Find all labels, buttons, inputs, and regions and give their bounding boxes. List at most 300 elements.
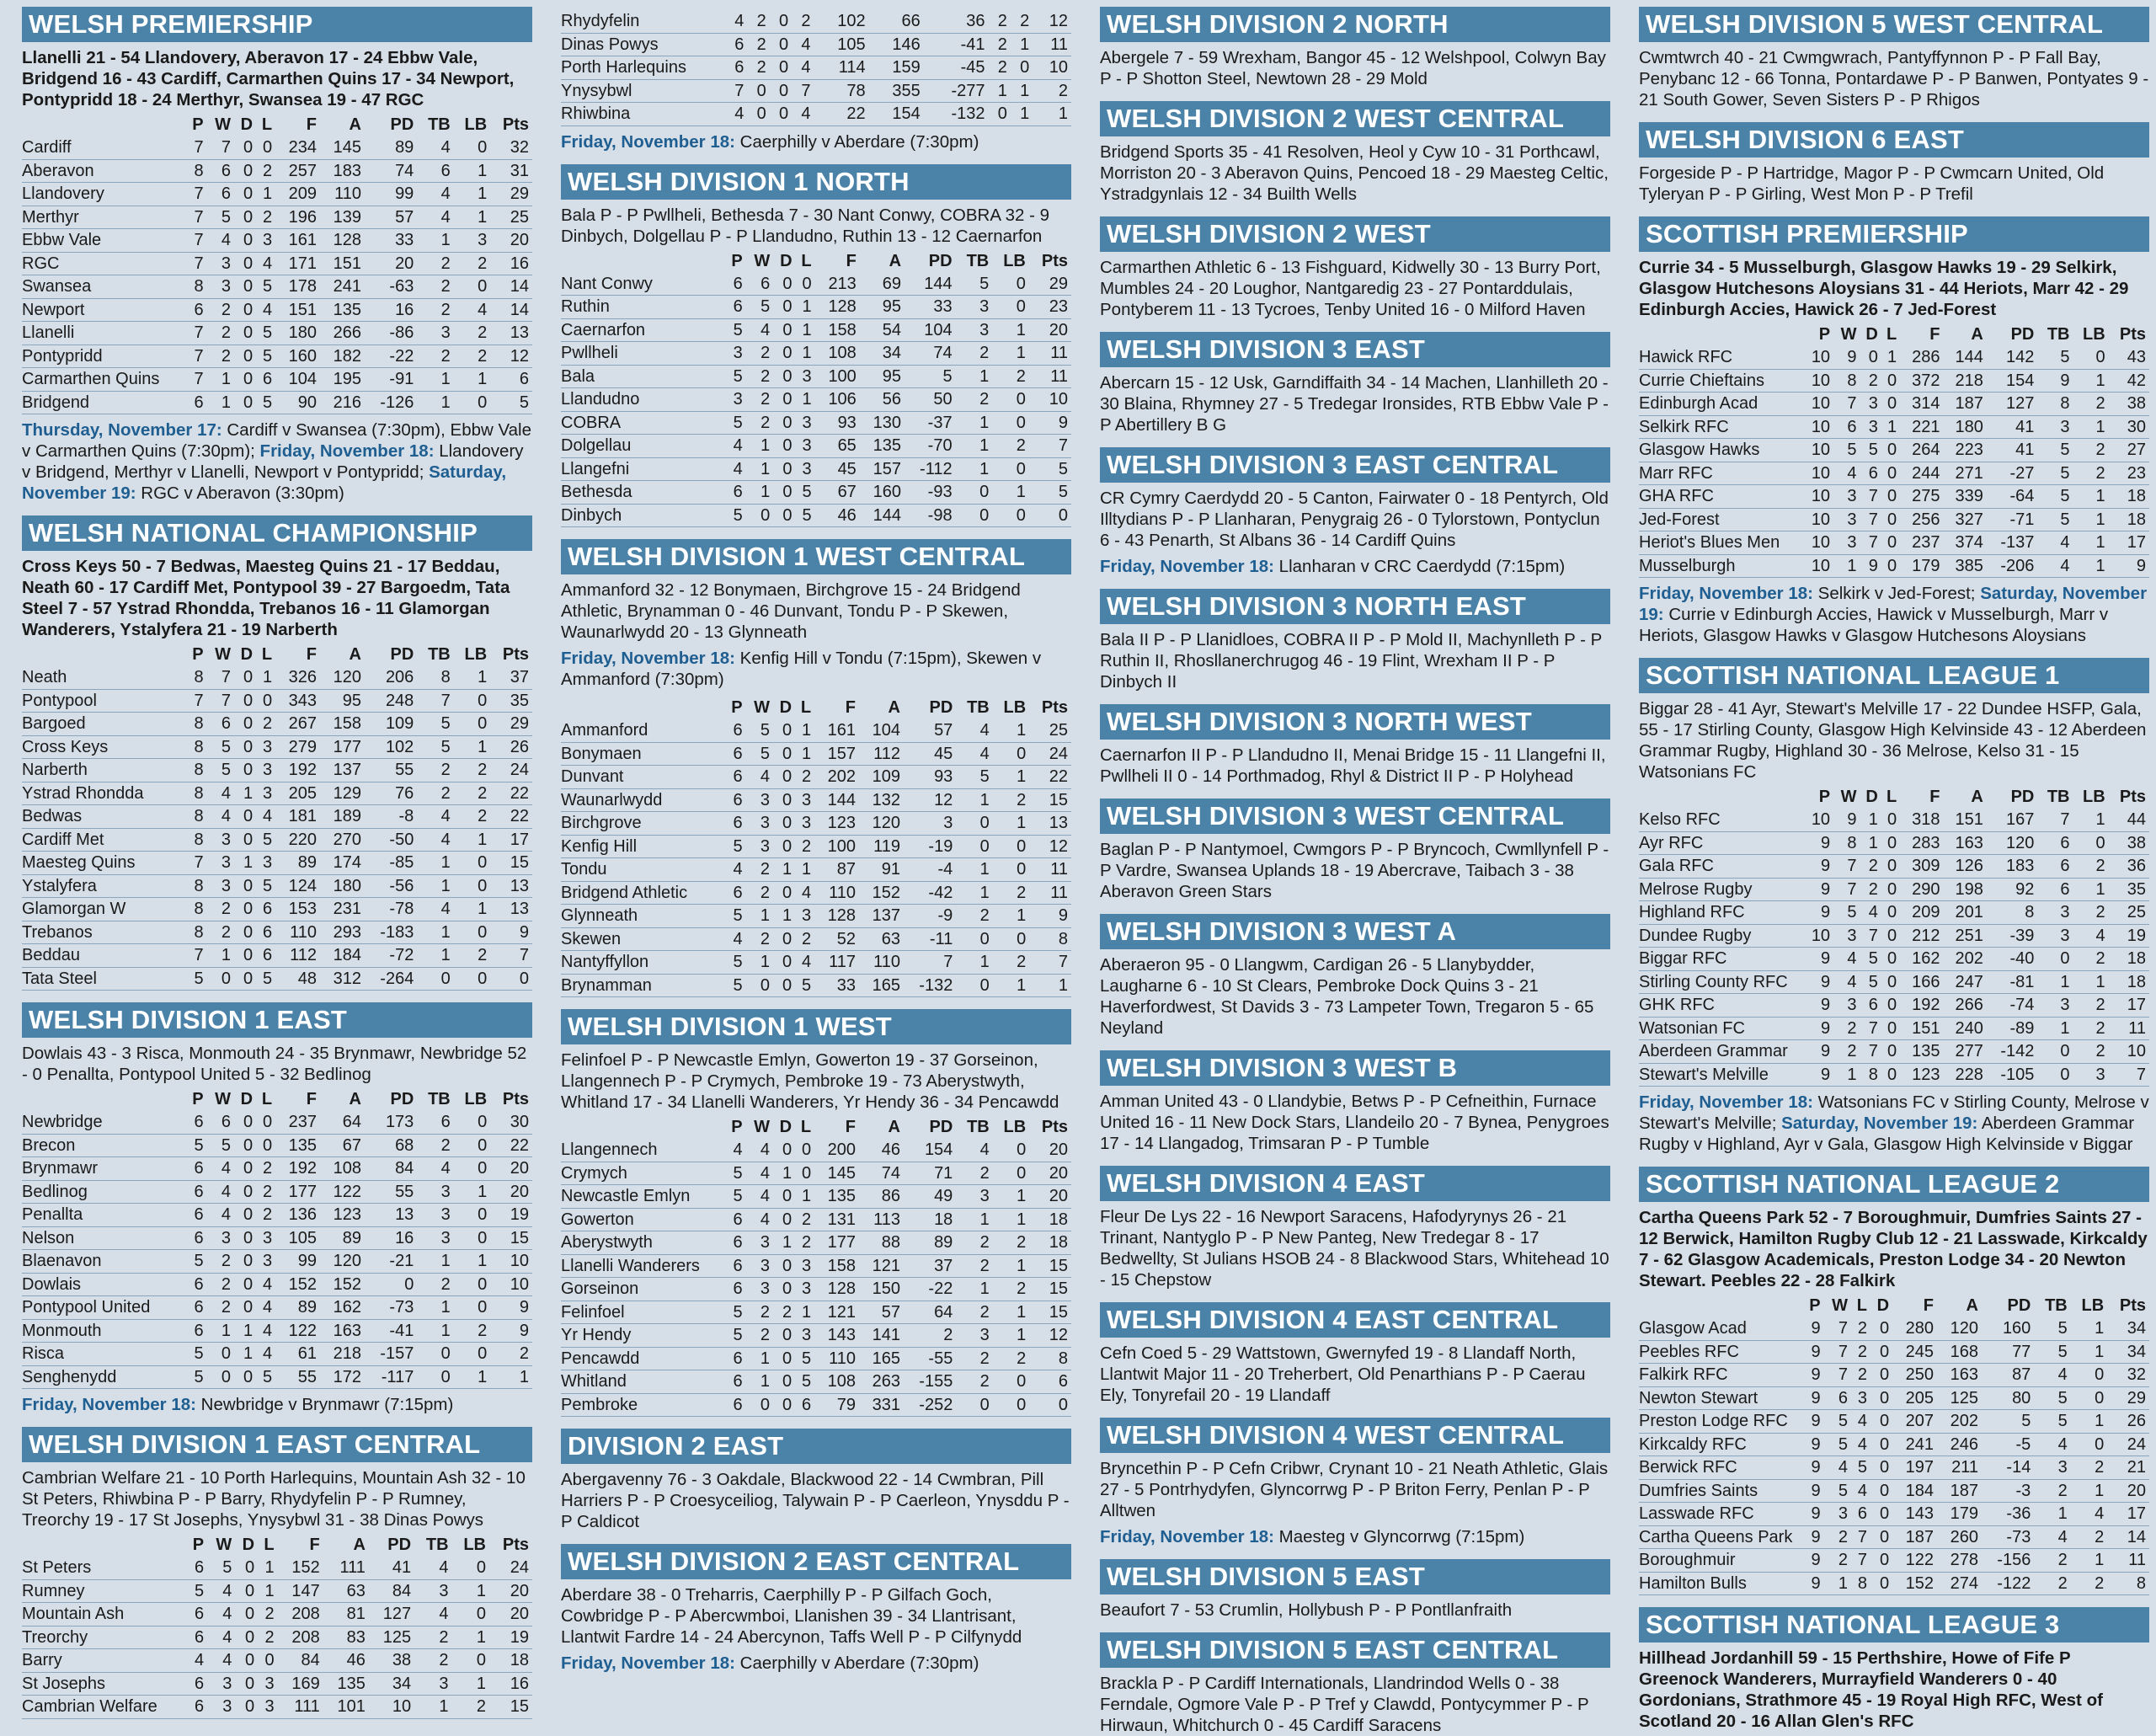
stat-cell: 8 <box>186 874 207 898</box>
stat-cell: 1 <box>795 858 814 882</box>
stat-cell: 3 <box>454 229 490 253</box>
col-header: Pts <box>1041 251 1068 270</box>
stat-cell: 10 <box>1803 415 1833 439</box>
stat-cell: 2 <box>1851 1317 1870 1340</box>
stat-cell: 0 <box>1881 809 1900 831</box>
stat-cell: 1 <box>454 828 490 852</box>
stat-cell: 7 <box>186 944 207 968</box>
stat-cell: 109 <box>859 766 904 789</box>
stat-cell: 1 <box>2073 878 2109 901</box>
stat-cell: 241 <box>320 275 365 299</box>
team-name: Bedlinog <box>22 1180 186 1204</box>
stat-cell: 0 <box>773 365 795 388</box>
results-text: Carmarthen Athletic 6 - 13 Fishguard, Kidwelly 30 - 13 Burry Port, Mumbles 24 - 20 Loughor, Nantgaredig 23 - 27 Pontarddulais, Pontyberem 11 - 13 Tycroes, Tenby United 16 - 0 Milford Haven <box>1100 258 1601 319</box>
results-text: Llanelli 21 - 54 Llandovery, Aberavon 17 - 24 Ebbw Vale, Bridgend 16 - 43 Cardiff, Carmarthen Quins 17 - 34 Newport, Pontypridd 18 - 24 Merthyr, Swansea 19 - 47 RGC <box>22 48 515 110</box>
stat-cell: 27 <box>2109 439 2149 462</box>
team-name: Pwllheli <box>561 342 725 366</box>
stat-cell: -36 <box>1982 1503 2034 1526</box>
stat-cell: 0 <box>256 1111 275 1134</box>
stat-cell: 197 <box>1892 1456 1937 1480</box>
stat-cell: 5 <box>2037 485 2073 509</box>
stat-cell: 1 <box>993 905 1029 928</box>
stat-cell: 1 <box>414 1696 451 1719</box>
team-name: Gala RFC <box>1639 855 1803 879</box>
stat-cell: 146 <box>869 33 924 56</box>
col-header: P <box>192 645 204 664</box>
stat-cell: 10 <box>1803 462 1833 485</box>
team-name: Dumfries Saints <box>1639 1479 1803 1503</box>
results-text: Cefn Coed 5 - 29 Wattstown, Gwernyfed 19 - 8 Llandaff North, Llantwit Major 11 - 20 Treherbert, Old Penarthians P - P Caerau Ely, Tonyrefail 20 - 19 Llandaff <box>1100 1343 1586 1405</box>
stat-cell: -37 <box>905 411 956 435</box>
col-header: Pts <box>2119 1296 2146 1315</box>
stat-cell: 2 <box>1033 79 1071 103</box>
stat-cell: 120 <box>320 1250 365 1274</box>
stat-cell: 6 <box>186 1696 207 1719</box>
stat-cell: 8 <box>1029 927 1071 951</box>
table-row <box>561 103 1071 126</box>
stat-cell: 2 <box>992 435 1029 458</box>
stat-cell: 0 <box>993 1393 1029 1417</box>
stat-cell: 7 <box>186 136 207 159</box>
stat-cell: 1 <box>993 1301 1029 1324</box>
stat-cell: -63 <box>365 275 417 299</box>
col-header: PD <box>390 1090 414 1108</box>
stat-cell: 100 <box>814 835 859 858</box>
stat-cell: 0 <box>235 1672 258 1696</box>
stat-cell: 6 <box>186 1557 207 1579</box>
team-name: Kirkcaldy RFC <box>1639 1433 1803 1456</box>
stat-cell: 1 <box>992 318 1029 342</box>
team-name: Rhiwbina <box>561 103 725 126</box>
stat-cell: 4 <box>256 1343 275 1366</box>
section-welsh-division-2-west-central <box>1100 101 1610 205</box>
team-name: Trebanos <box>22 921 186 944</box>
stat-cell: 56 <box>860 388 905 412</box>
stat-cell: 177 <box>814 1231 859 1255</box>
stat-cell: 200 <box>814 1139 859 1162</box>
stat-cell: 3 <box>2037 901 2073 925</box>
team-name: Beddau <box>22 944 186 968</box>
stat-cell: 5 <box>2037 462 2073 485</box>
fixtures-text <box>22 1394 532 1415</box>
stat-cell: 63 <box>323 1579 369 1603</box>
stat-cell: 5 <box>1833 901 1860 925</box>
results-text: Felinfoel P - P Newcastle Emlyn, Gowerton 19 - 37 Gorseinon, Llangennech P - P Crymych, Pembroke 19 - 73 Aberystwyth, Whitland 17 - 34 Llanelli Wanderers, Yr Hendy 36 - 34 Pencawdd <box>561 1050 1059 1112</box>
stat-cell: 147 <box>278 1579 323 1603</box>
results-text: Caernarfon II P - P Llandudno II, Menai Bridge 15 - 11 Llangefni II, Pwllheli II 0 - 14 Porthmadog, Rhyl & District II P - P Holyhead <box>1100 745 1606 786</box>
stat-cell: 6 <box>1029 1370 1071 1394</box>
stat-cell: 2 <box>256 1204 275 1227</box>
stat-cell: -22 <box>365 345 417 368</box>
team-name: Rumney <box>22 1579 186 1603</box>
stat-cell: 2 <box>988 33 1010 56</box>
stat-cell: 16 <box>365 298 417 322</box>
table-row <box>1639 994 2149 1018</box>
stat-cell: 9 <box>1803 1040 1833 1064</box>
stat-cell: 0 <box>207 1365 234 1389</box>
stat-cell: 3 <box>2037 994 2073 1018</box>
col-header: D <box>242 1536 255 1554</box>
team-name: Stewart's Melville <box>1639 1063 1803 1087</box>
league-table <box>22 1088 532 1389</box>
stat-cell: 9 <box>1803 1456 1824 1480</box>
stat-cell: 0 <box>235 1696 258 1719</box>
team-name: Llandovery <box>22 183 186 206</box>
table-row <box>22 183 532 206</box>
table-row <box>561 858 1071 882</box>
col-header: Pts <box>502 115 529 134</box>
stat-cell: 5 <box>2034 1386 2070 1410</box>
stat-cell: 0 <box>234 183 256 206</box>
stat-cell: 110 <box>275 921 320 944</box>
stat-cell: 154 <box>869 103 924 126</box>
stat-cell: 4 <box>956 719 992 742</box>
stat-cell: 0 <box>773 296 795 319</box>
stat-cell: 0 <box>992 273 1029 296</box>
stat-cell: 0 <box>956 481 993 505</box>
team-name: Dowlais <box>22 1273 186 1296</box>
stat-cell: 20 <box>489 1579 532 1603</box>
stat-cell: 5 <box>725 835 746 858</box>
table-row <box>22 689 532 713</box>
stat-cell: -19 <box>904 835 956 858</box>
stat-cell: 1 <box>234 782 256 805</box>
stat-cell: 0 <box>234 322 256 345</box>
stat-cell: 7 <box>1851 1549 1870 1573</box>
results-text: Aberdare 38 - 0 Treharris, Caerphilly P - P Gilfach Goch, Cowbridge P - P Abercwmboi, Llanishen 39 - 34 Llantrisant, Llantwit Fardre 14 - 24 Abercynon, Taffs Well P - P Cilfynydd <box>561 1585 1022 1647</box>
stat-cell: 5 <box>186 1365 207 1389</box>
stat-cell: -56 <box>365 874 417 898</box>
col-header: TB <box>425 1536 449 1554</box>
table-row <box>561 1347 1071 1370</box>
table-row <box>561 273 1071 296</box>
team-name: Hawick RFC <box>1639 346 1803 369</box>
stat-cell: 2 <box>2073 855 2109 879</box>
stat-cell: 7 <box>725 79 747 103</box>
stat-cell: 6 <box>725 742 746 766</box>
stat-cell: 3 <box>795 788 814 812</box>
stat-cell: 1 <box>452 1626 489 1649</box>
team-name: Newcastle Emlyn <box>561 1185 725 1209</box>
stat-cell: 9 <box>1803 1063 1833 1087</box>
stat-cell: 0 <box>454 874 490 898</box>
stat-cell: 6 <box>256 921 275 944</box>
stat-cell: 128 <box>815 296 860 319</box>
stat-cell: 2 <box>2073 1017 2109 1040</box>
stat-cell: 9 <box>1803 1317 1824 1340</box>
stat-cell: 32 <box>490 136 532 159</box>
stat-cell: 293 <box>320 921 365 944</box>
stat-cell: 4 <box>256 252 275 275</box>
stat-cell: 1 <box>2073 554 2109 578</box>
stat-cell: 2 <box>454 782 490 805</box>
stat-cell: 260 <box>1937 1525 1982 1549</box>
stat-cell: 8 <box>186 713 207 736</box>
section-header: SCOTTISH NATIONAL LEAGUE 3 <box>1639 1607 2149 1643</box>
stat-cell: 247 <box>1944 970 1987 994</box>
team-name: Brecon <box>22 1134 186 1157</box>
stat-cell: 144 <box>860 504 905 527</box>
team-name: Gowerton <box>561 1208 725 1231</box>
stat-cell: 5 <box>1824 1433 1851 1456</box>
stat-cell: 95 <box>860 365 905 388</box>
stat-cell: 2 <box>2034 1479 2070 1503</box>
stat-cell: 4 <box>725 435 746 458</box>
stat-cell: 223 <box>1944 439 1987 462</box>
stat-cell: 4 <box>1833 970 1860 994</box>
stat-cell: 89 <box>904 1231 956 1255</box>
stat-cell: 0 <box>234 1204 256 1227</box>
stat-cell: 1 <box>417 1250 453 1274</box>
team-header <box>22 1534 186 1557</box>
stat-cell: 4 <box>207 229 234 253</box>
stat-cell: 9 <box>1803 1572 1824 1595</box>
col-header: F <box>309 1536 320 1554</box>
col-header: TB <box>2045 1296 2068 1315</box>
stat-cell: 5 <box>490 391 532 414</box>
col-header: L <box>264 1536 275 1554</box>
stat-cell: 2 <box>452 1696 489 1719</box>
stat-cell: 0 <box>993 1370 1029 1394</box>
stat-cell: 117 <box>814 951 859 975</box>
fixture-text: Kenfig Hill v Tondu (7:15pm), Skewen v Ammanford (7:30pm) <box>561 649 1042 689</box>
section-header: WELSH PREMIERSHIP <box>22 7 532 42</box>
stat-cell: 11 <box>2109 1017 2149 1040</box>
stat-cell: 0 <box>454 1157 490 1181</box>
stat-cell: 5 <box>417 735 453 759</box>
stat-cell: 7 <box>186 689 207 713</box>
stat-cell: 6 <box>417 159 453 183</box>
team-name: Dinbych <box>561 504 725 527</box>
stat-cell: 275 <box>1900 485 1943 509</box>
stat-cell: 4 <box>256 298 275 322</box>
stat-cell: 29 <box>490 713 532 736</box>
stat-cell: 2 <box>454 944 490 968</box>
stat-cell: 5 <box>2034 1410 2070 1434</box>
stat-cell: 0 <box>1870 1364 1892 1387</box>
stat-cell: 15 <box>489 1696 532 1719</box>
stat-cell: 2 <box>956 1347 992 1370</box>
fixture-text: Selkirk v Jed-Forest; <box>1812 584 1981 603</box>
section-division-2-east <box>561 1429 1071 1532</box>
results-text: Bryncethin P - P Cefn Cribwr, Crynant 10 - 21 Neath Athletic, Glais 27 - 5 Pontrhydyfen, Glyncorrwg P - P Briton Ferry, Penlan P - P Alltwen <box>1100 1459 1609 1520</box>
stat-cell: 0 <box>773 504 795 527</box>
stat-cell: 0 <box>1870 1410 1892 1434</box>
fixtures-text <box>1100 556 1610 577</box>
stat-cell: 3 <box>2037 415 2073 439</box>
stat-cell: 4 <box>2071 1503 2107 1526</box>
fixture-day: Friday, November 18: <box>561 1653 735 1673</box>
section-welsh-division-1-west-central <box>561 539 1071 997</box>
col-header: W <box>754 1118 770 1136</box>
stat-cell: 1 <box>207 1319 234 1343</box>
table-row <box>561 1254 1071 1278</box>
stat-cell: 8 <box>1029 1347 1071 1370</box>
stat-cell: 6 <box>725 1370 746 1394</box>
stat-cell: 1 <box>956 435 993 458</box>
table-row <box>1639 1433 2149 1456</box>
stat-cell: 2 <box>2073 948 2109 971</box>
stat-cell: 1 <box>2071 1410 2107 1434</box>
stat-cell: 55 <box>365 1180 417 1204</box>
col-header: D <box>240 115 253 134</box>
stat-cell: 15 <box>490 1226 532 1250</box>
stat-cell: 108 <box>320 1157 365 1181</box>
stat-cell: -112 <box>905 457 956 481</box>
stat-cell: 1 <box>1011 103 1033 126</box>
stat-cell: 12 <box>1029 835 1071 858</box>
stat-cell: 144 <box>905 273 956 296</box>
stat-cell: 2 <box>993 1347 1029 1370</box>
team-name: Currie Chieftains <box>1639 369 1803 393</box>
stat-cell: 6 <box>725 1278 746 1301</box>
stat-cell: 2 <box>746 881 773 905</box>
stat-cell: 15 <box>1029 1278 1071 1301</box>
results-text: Forgeside P - P Hartridge, Magor P - P Cwmcarn United, Old Tyleryan P - P Girling, West Mon P - P Trefil <box>1639 163 2105 204</box>
stat-cell: 77 <box>1982 1340 2034 1364</box>
results-text: Brackla P - P Cardiff Internationals, Llandrindod Wells 0 - 38 Ferndale, Ogmore Vale P - P Tref y Clawdd, Pontycymmer P - P Hirwaun, Whitchurch 0 - 45 Cardiff Saracens <box>1100 1674 1589 1735</box>
table-row <box>1639 1479 2149 1503</box>
table-row <box>1639 554 2149 578</box>
stat-cell: 192 <box>275 1157 320 1181</box>
section-header: WELSH NATIONAL CHAMPIONSHIP <box>22 515 532 551</box>
stat-cell: 64 <box>904 1301 956 1324</box>
col-header: L <box>261 645 273 664</box>
stat-cell: 1 <box>956 858 992 882</box>
stat-cell: 18 <box>904 1208 956 1231</box>
stat-cell: 277 <box>1944 1040 1987 1064</box>
stat-cell: 23 <box>2109 462 2149 485</box>
table-row <box>561 905 1071 928</box>
stat-cell: 1 <box>454 206 490 229</box>
stat-cell: 1 <box>417 1319 453 1343</box>
section-header: WELSH DIVISION 4 EAST CENTRAL <box>1100 1302 1610 1338</box>
stat-cell: -42 <box>904 881 956 905</box>
stat-cell: 1 <box>795 1301 814 1324</box>
stat-cell: 23 <box>1029 296 1071 319</box>
stat-cell: 0 <box>1881 855 1900 879</box>
team-name: Birchgrove <box>561 812 725 836</box>
stat-cell: 6 <box>186 1603 207 1626</box>
stat-cell: 183 <box>320 159 365 183</box>
stat-cell: 0 <box>1870 1386 1892 1410</box>
stat-cell: 0 <box>993 927 1029 951</box>
stat-cell: 6 <box>725 296 746 319</box>
table-row <box>561 719 1071 742</box>
stat-cell: 0 <box>1881 393 1900 416</box>
stat-cell: 2 <box>795 835 814 858</box>
stat-cell: 0 <box>773 835 795 858</box>
stat-cell: 0 <box>234 967 256 991</box>
stat-cell: 127 <box>369 1603 414 1626</box>
stat-cell: 1 <box>993 812 1029 836</box>
stat-cell: 20 <box>2107 1479 2149 1503</box>
col-header: F <box>306 645 318 664</box>
table-row <box>561 1301 1071 1324</box>
stat-cell: 65 <box>815 435 860 458</box>
stat-cell: 162 <box>320 1296 365 1320</box>
stat-cell: 0 <box>1870 1503 1892 1526</box>
results-text: Cross Keys 50 - 7 Bedwas, Maesteg Quins 21 - 17 Beddau, Neath 60 - 17 Cardiff Met, Pontypool 39 - 27 Bargoedm, Tata Steel 7 - 57 Ystrad Rhondda, Trebanos 16 - 11 Glamorgan Wanderers, Ystalyfera 21 - 19 Narberth <box>22 557 510 639</box>
section-scottish-national-league-2 <box>1639 1167 2149 1595</box>
col-header: W <box>215 1090 231 1108</box>
stat-cell: 3 <box>207 1696 235 1719</box>
col-header: PD <box>928 251 953 270</box>
results-text: Abergavenny 76 - 3 Oakdale, Blackwood 22 - 14 Cwmbran, Pill Harriers P - P Croesyceiliog, Talywain P - P Caerleon, Ynysddu P - P Caldicot <box>561 1470 1070 1531</box>
results-text: Ammanford 32 - 12 Bonymaen, Birchgrove 15 - 24 Bridgend Athletic, Brynamman 0 - 46 Dunvant, Tondu P - P Skewen, Waunarlwydd 20 - 13 Glynneath <box>561 580 1021 642</box>
stat-cell: 355 <box>869 79 924 103</box>
stat-cell: 67 <box>815 481 860 505</box>
table-row <box>22 1649 532 1673</box>
col-header: W <box>1832 1296 1848 1315</box>
stat-cell: 6 <box>725 766 746 789</box>
stat-cell: 9 <box>1803 831 1833 855</box>
stat-cell: 0 <box>256 1134 275 1157</box>
table-row <box>561 56 1071 80</box>
team-name: Nantyffyllon <box>561 951 725 975</box>
stat-cell: 46 <box>323 1649 369 1673</box>
stat-cell: 89 <box>320 1226 365 1250</box>
table-row <box>22 1696 532 1719</box>
stat-cell: 1 <box>956 788 992 812</box>
stat-cell: 1 <box>454 666 490 689</box>
stat-cell: 3 <box>796 457 815 481</box>
stat-cell: 137 <box>859 905 904 928</box>
stat-cell: 0 <box>773 951 795 975</box>
stat-cell: 2 <box>1833 1040 1860 1064</box>
stat-cell: 0 <box>1881 970 1900 994</box>
table-row <box>1639 485 2149 509</box>
stat-cell: 6 <box>725 1231 746 1255</box>
team-name: Aberystwyth <box>561 1231 725 1255</box>
stat-cell: 2 <box>207 921 234 944</box>
table-row <box>22 805 532 829</box>
stat-cell: -14 <box>1982 1456 2034 1480</box>
stat-cell: 0 <box>234 252 256 275</box>
stat-cell: 0 <box>773 1208 795 1231</box>
stat-cell: 0 <box>234 391 256 414</box>
table-row <box>561 388 1071 412</box>
stat-cell: 172 <box>320 1365 365 1389</box>
section-welsh-division-3-west-central <box>1100 799 1610 902</box>
team-header <box>22 1088 186 1111</box>
stat-cell: 63 <box>859 927 904 951</box>
fixture-text: Aberdeen Grammar Rugby v Highland, Ayr v Gala, Glasgow High Kelvinside v Biggar <box>1639 1114 2135 1154</box>
stat-cell: 4 <box>1851 1410 1870 1434</box>
team-name: Ayr RFC <box>1639 831 1803 855</box>
stat-cell: 2 <box>2071 1456 2107 1480</box>
stat-cell: 44 <box>2109 809 2149 831</box>
stat-cell: 0 <box>234 898 256 921</box>
section-welsh-division-1-west <box>561 1009 1071 1417</box>
stat-cell: 0 <box>1870 1479 1892 1503</box>
stat-cell: 1 <box>1833 554 1860 578</box>
stat-cell: 6 <box>2037 855 2073 879</box>
section-welsh-division-3-north-west <box>1100 704 1610 787</box>
stat-cell: 3 <box>956 1324 992 1348</box>
stat-cell: 173 <box>365 1111 417 1134</box>
stat-cell: 0 <box>746 974 773 997</box>
stat-cell: 4 <box>746 1208 773 1231</box>
table-row <box>561 481 1071 505</box>
stat-cell: 0 <box>1029 504 1071 527</box>
fixture-day: Saturday, November 19: <box>1639 584 2148 624</box>
stat-cell: 0 <box>2071 1386 2107 1410</box>
stat-cell: 79 <box>814 1393 859 1417</box>
stat-cell: 2 <box>1860 855 1881 879</box>
stat-cell: 5 <box>186 1579 207 1603</box>
stat-cell: 0 <box>1881 531 1900 555</box>
